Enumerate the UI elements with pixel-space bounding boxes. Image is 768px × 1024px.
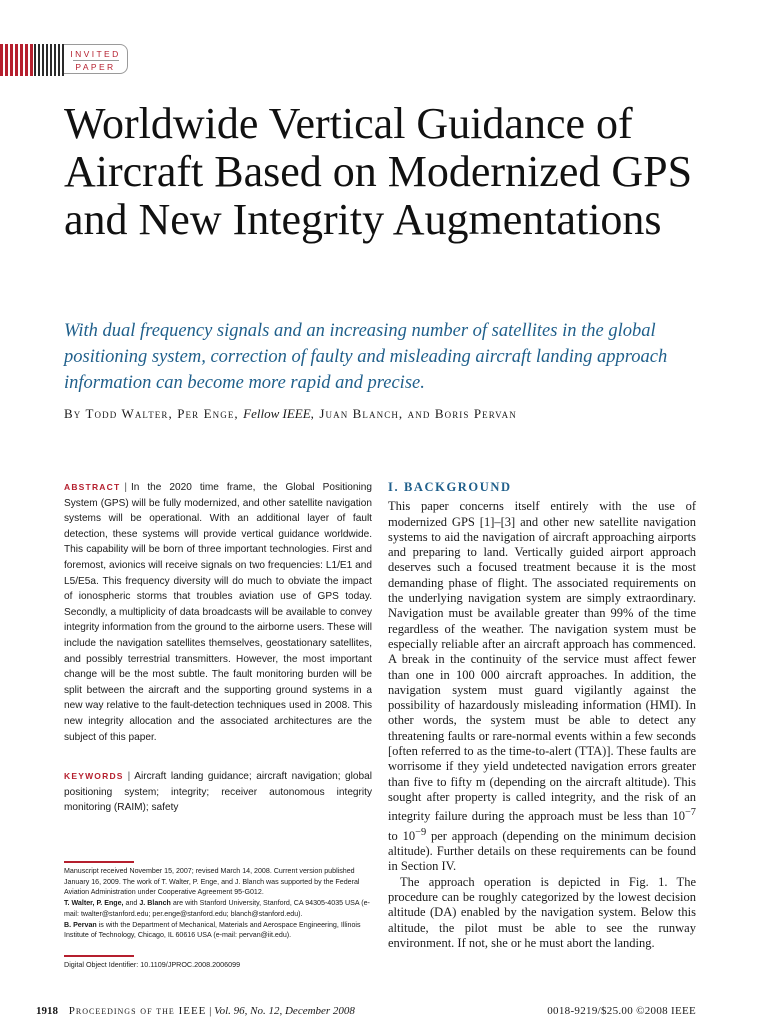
- footnote-affiliation-1: [64, 898, 372, 919]
- affil1-name-last: J. Blanch: [139, 899, 171, 908]
- tag-line-invited: INVITED: [70, 49, 121, 59]
- footnote-rule: [64, 861, 134, 863]
- doi-line: Digital Object Identifier: 10.1109/JPROC.2008.2006099: [64, 960, 241, 969]
- author-blanch: , Juan Blanch,: [310, 406, 404, 421]
- byline-prefix: By: [64, 406, 82, 421]
- tag-line-paper: PAPER: [75, 62, 116, 72]
- exp2-sup: −9: [415, 826, 427, 838]
- background-paragraph-1: [388, 499, 696, 874]
- p1-text-a: This paper concerns itself entirely with the use of modernized GPS [1]–[3] and other new satellite navigation systems to aid the navigation of aircraft approaching airports and preparing to land. Vertically guided airport approach deserves such a focused treatment because it is the most demanding phase of flight. The associated requirements on the underlying navigation system are simply extraordinary. Navigation must be available greater than 99% of the time regardless of the weather. The navigation system must be especially reliable after an aircraft approach has commenced. A break in the continuity of the service must affect fewer than one in 100 000 aircraft approaches. In addition, the navigation system must guard vigilantly against the possibility of hazardously misleading information (HMI). In other words, the system must be able to detect any threatening faults or rare-normal events within a few seconds [often referred to as the time-to-alert (TTA)]. These faults are worrisome if they yield undetected navigation errors greater than five to fifty m (depending on the aircraft altitude). This sought after property is called integrity, and the risk of an integrity failure during the approach must be less than: [388, 499, 696, 824]
- section-heading: [388, 480, 696, 495]
- keywords: [64, 769, 372, 816]
- footnote-received: Manuscript received November 15, 2007; revised March 14, 2008. Current version published January 16, 2009. The work of T. Walter, P. Enge, and J. Blanch was supported by the Federal Aviation Administration under Cooperative Agreement 95-G012.: [64, 867, 360, 897]
- paper-subtitle: With dual frequency signals and an increasing number of satellites in the global positioning system, correction of faulty and misleading aircraft landing approach information can become more rapid and precise.: [64, 321, 668, 393]
- section-number: I.: [388, 480, 400, 494]
- p1-to: to: [388, 828, 398, 843]
- fellow-ieee: Fellow IEEE: [243, 406, 311, 421]
- journal-name: Proceedings of the IEEE: [68, 1005, 207, 1017]
- background-paragraph-2: The approach operation is depicted in Fig. 1. The procedure can be roughly categorized by the lowest decision altitude (DA) enabled by the navigation system. Below this altitude, the pilot must be able to see the runway environment. If not, she or he must abort the landing.: [388, 874, 696, 950]
- footnote: [64, 866, 372, 941]
- author-enge: Per Enge,: [177, 406, 239, 421]
- abstract-label: ABSTRACT: [64, 482, 121, 492]
- keywords-label: KEYWORDS: [64, 771, 124, 782]
- abstract: [64, 480, 372, 745]
- right-column: [388, 480, 696, 951]
- author-byline: [64, 406, 724, 422]
- keywords-separator: |: [127, 771, 131, 783]
- section-title: BACKGROUND: [403, 480, 512, 494]
- tag-divider: [73, 60, 119, 61]
- doi-rule: [64, 955, 134, 957]
- exp1-base: 10: [672, 809, 685, 824]
- left-column: [64, 480, 372, 816]
- byline-and: and: [407, 406, 431, 421]
- affil1-names: T. Walter, P. Enge,: [64, 899, 124, 908]
- abstract-separator: |: [124, 482, 127, 493]
- footer-separator: |: [209, 1005, 212, 1017]
- invited-tag-stripes-dark: [34, 44, 64, 76]
- affil1-text: are with Stanford University, Stanford, CA 94305-4035 USA (e-mail: twalter@stanford.edu; per.enge@stanford.edu; blanch@stanford.edu).: [64, 899, 370, 918]
- affil2-name: B. Pervan: [64, 920, 97, 929]
- volume-info: Vol. 96, No. 12, December 2008: [214, 1005, 355, 1017]
- affil1-and: and: [125, 899, 138, 908]
- issn-copyright: 0018-9219/$25.00 ©2008 IEEE: [547, 1005, 696, 1017]
- invited-paper-tag: [64, 44, 128, 74]
- exp2-base: 10: [402, 828, 416, 843]
- author-walter: Todd Walter,: [85, 406, 173, 421]
- keywords-text: Aircraft landing guidance; aircraft navigation; global positioning system; integrity; receiver autonomous integrity monitoring (RAIM); safety: [64, 771, 372, 814]
- abstract-text: In the 2020 time frame, the Global Positioning System (GPS) will be fully modernized, and other satellite navigation systems will be operational. With an additional layer of fault detection, these systems will provide vertical guidance worldwide. This capability will be born of three important technologies. First and foremost, avionics will receive signals on two frequencies: L1/E1 and L5/E5a. This frequency diversity will do much to obviate the impact of ionospheric storms that troubles aviation use of GPS today. Secondly, a multiplicity of data broadcasts will be available to convey integrity information from the ground to the airborne users. These will include the navigation satellites themselves, geostationary satellites, and possibly terrestrial transmitters. However, the most important change will be the most subtle. The fault monitoring burden will be split between the aircraft and the supporting ground systems in a new way relative to the fault-detection techniques used in 2008. This new integrity allocation and the associated architectures are the subject of this paper.: [64, 482, 372, 743]
- page-footer-left: [36, 1005, 456, 1017]
- author-pervan: Boris Pervan: [434, 406, 517, 421]
- page-number: 1918: [36, 1005, 58, 1017]
- paper-title: Worldwide Vertical Guidance of Aircraft Based on Modernized GPS and New Integrity Augmentations: [64, 99, 693, 244]
- p1-text-b: per approach (depending on the minimum decision altitude). Further details on these requirements can be found in Section IV.: [388, 828, 697, 874]
- footnote-affiliation-2: [64, 920, 372, 941]
- affil2-text: is with the Department of Mechanical, Materials and Aerospace Engineering, Illinois Institute of Technology, Chicago, IL 60616 USA (e-mail: pervan@iit.edu).: [64, 920, 361, 940]
- exp1-sup: −7: [684, 807, 697, 819]
